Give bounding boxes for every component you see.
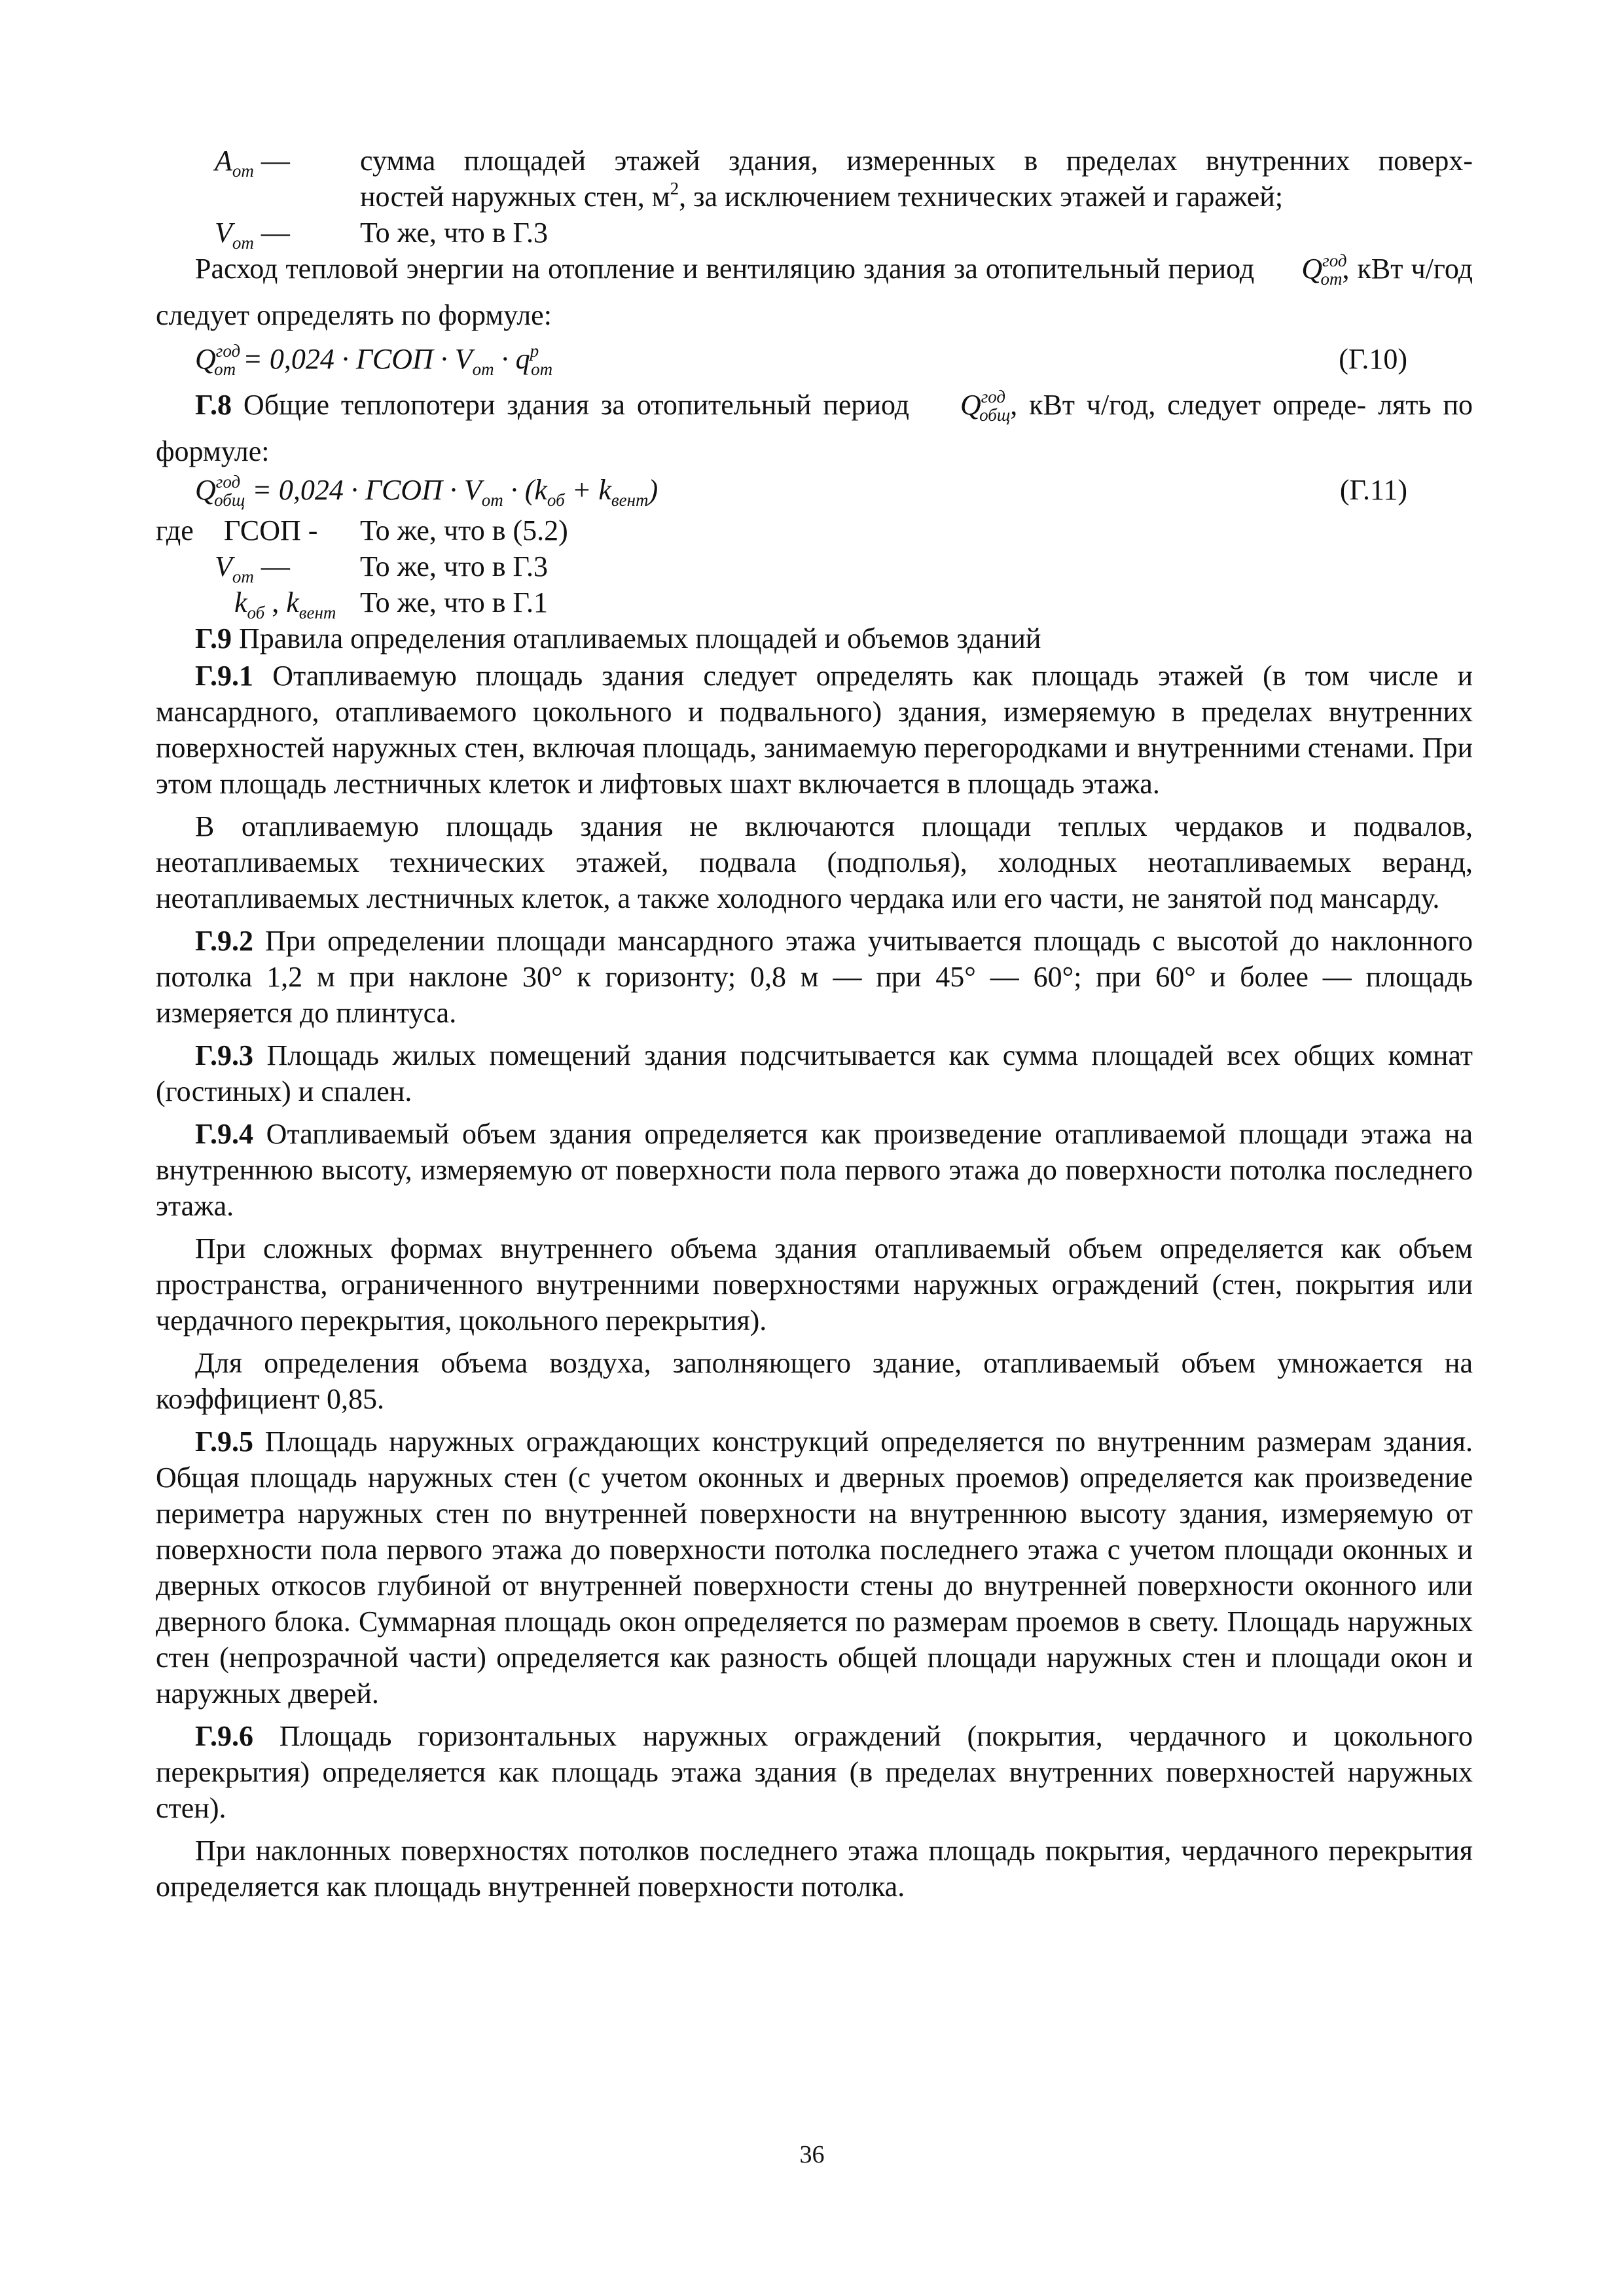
where-label: где (156, 514, 194, 547)
paragraph-heated-area-exclusions: В отапливаемую площадь здания не включаются площади теплых чердаков и подвалов, неотапливаемых технических этажей, подвала (подполья), холодных неотапливаемых веранд, неотапливаемых лестничных клеток, а также холодного чердака или его части, не занятой под мансарду. (156, 810, 1473, 914)
formula-g11: $Q^{год}_{общ} = 0,024$ · ГСОП · $V_{от} \cdot (k_{об} + k_{вент})$ (Г.11) (195, 472, 1407, 510)
paragraph-g9-4: Г.9.4 Отапливаемый объем здания определяется как произведение отапливаемой площади этажа на внутреннюю высоту, измеряемую от поверхности пола первого этажа до поверхности потолка последнего этажа. (156, 1118, 1473, 1222)
v-text: То же, что в Г.3 (360, 550, 548, 583)
symbol: A (215, 145, 232, 177)
paragraph-g9-6: Г.9.6 Площадь горизонтальных наружных ограждений (покрытия, чердачного и цокольного перекрытия) определяется как площадь этажа здания (в пределах внутренних поверхностей наружных стен). (156, 1720, 1473, 1824)
paragraph-complex-volume: При сложных формах внутреннего объема здания отапливаемый объем определяется как объем пространства, ограниченного внутренними поверхностями наружных ограждений (стен, покрытия или чердачного перекрытия, цокольного перекрытия). (156, 1232, 1473, 1336)
definition-v-ot: $V_{от}$ — То же, что в Г.3 (156, 215, 1473, 251)
definition-text-line2: ностей наружных стен, $м^2$, за исключением технических этажей и гаражей; (360, 179, 1284, 213)
gsop-label: ГСОП - (224, 514, 318, 547)
paragraph-g9-2: Г.9.2 При определении площади мансардного этажа учитывается площадь с высотой до наклонного потолка 1,2 м при наклоне 30° к горизонту; 0,8 м — при 45° — 60°; при 60° и более — площадь измеряется до плинтуса. (156, 925, 1473, 1029)
paragraph-air-volume: Для определения объема воздуха, заполняющего здание, отапливаемый объем умножается на коэффициент 0,85. (156, 1347, 1473, 1415)
gsop-text: То же, что в (5.2) (360, 514, 568, 547)
definition-text-line1: сумма площадей этажей здания, измеренных в пределах внутренних поверх- (360, 145, 1473, 177)
k-text: То же, что в Г.1 (360, 586, 548, 619)
definition-text: То же, что в Г.3 (360, 217, 548, 249)
formula-g10: $Q^{год}_{от} = 0,024$ · ГСОП · $V_{от} \cdot q^р_{от}$ (Г.10) (195, 341, 1407, 379)
formula-number: (Г.10) (1339, 343, 1407, 375)
dash: — (261, 145, 290, 177)
paragraph-g8: Г.8 Общие теплопотери здания за отопительный период $Q^{год}_{общ}$, кВт ч/год, следует опреде- лять по формуле: (156, 387, 1473, 467)
where-block: где ГСОП - То же, что в (5.2) $V_{от}$ — То же, что в Г.3 $k_{об}$ , $k_{вент}$ То же, что в Г.1 (156, 512, 1473, 620)
formula-number: (Г.11) (1339, 474, 1407, 506)
paragraph-g9-1: Г.9.1 Отапливаемую площадь здания следует определять как площадь этажей (в том числе и мансардного, отапливаемого цокольного и подвального) здания, измеряемую в пределах внутренних поверхностей наружных стен, включая площадь, занимаемую перегородками и внутренними стенами. При этом площадь лестничных клеток и лифтовых шахт включается в площадь этажа. (156, 660, 1473, 800)
page-number: 36 (799, 2141, 825, 2168)
text-body (156, 143, 1473, 1905)
paragraph-inclined-ceilings: При наклонных поверхностях потолков последнего этажа площадь покрытия, чердачного перекрытия определяется как площадь внутренней поверхности потолка. (156, 1835, 1473, 1903)
paragraph-energy: Расход тепловой энергии на отопление и вентиляцию здания за отопительный период $Q^{год}_{от}$, кВт ч/год следует определять по формуле: (156, 251, 1473, 331)
heading-g9: Г.9 Правила определения отапливаемых площадей и объемов зданий (195, 622, 1041, 655)
paragraph-g9-5: Г.9.5 Площадь наружных ограждающих конструкций определяется по внутренним размерам здания. Общая площадь наружных стен (с учетом оконных и дверных проемов) определяется как произведение периметра наружных стен по внутренней поверхности на внутреннюю высоту здания, измеряемую от поверхности пола первого этажа до поверхности потолка последнего этажа с учетом площади оконных и дверных откосов глубиной от внутренней поверхности стены до внутренней поверхности оконного или дверного блока. Суммарная площадь окон определяется по размерам проемов в свету. Площадь наружных стен (непрозрачной части) определяется как разность общей площади наружных стен и площади окон и наружных дверей. (156, 1426, 1473, 1710)
paragraph-g9-3: Г.9.3 Площадь жилых помещений здания подсчитывается как сумма площадей всех общих комнат (гостиных) и спален. (156, 1039, 1473, 1107)
definition-a-ot: $A_{от}$ — сумма площадей этажей здания, измеренных в пределах внутренних поверх- ностей наружных стен, $м^2$, за исключением технических этажей и гаражей; (156, 143, 1473, 215)
